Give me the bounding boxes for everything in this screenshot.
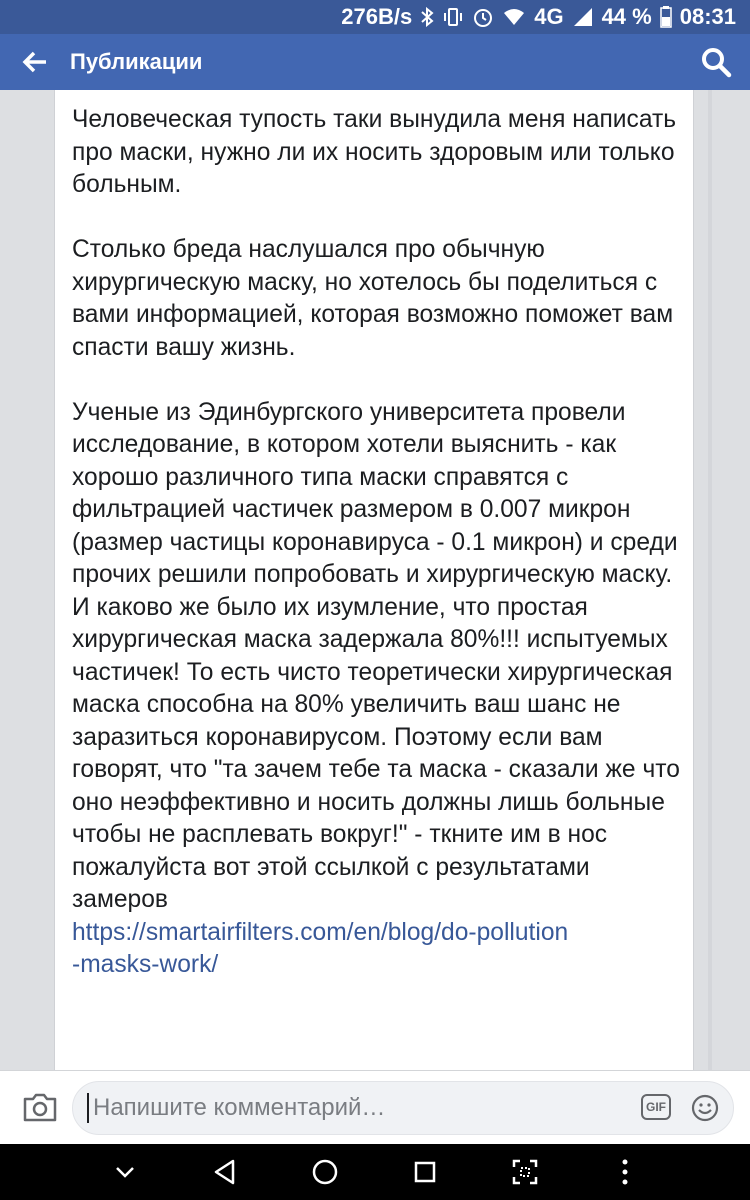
menu-dots-icon	[609, 1156, 641, 1188]
wifi-hotspot-icon	[502, 7, 526, 27]
comment-bar	[0, 1070, 750, 1144]
post-scroll-area[interactable]	[0, 90, 750, 1070]
clock: 08:31	[679, 4, 736, 29]
text-cursor	[87, 1093, 89, 1123]
post-link[interactable]	[72, 917, 692, 982]
screenshot-icon	[509, 1156, 541, 1188]
comment-placeholder: Напишите комментарий…	[93, 1094, 386, 1121]
gif-icon: GIF	[646, 1100, 666, 1114]
post-paragraph: Человеческая тупость таки вынудила меня написать про маски, нужно ли их носить здоровым или только больным.	[72, 106, 677, 198]
emoji-icon	[691, 1094, 719, 1122]
menu-nav-button[interactable]	[609, 1156, 641, 1188]
search-button[interactable]	[700, 46, 732, 78]
back-arrow-icon	[22, 51, 48, 73]
net-speed: 276B/s	[341, 4, 413, 29]
back-nav-button[interactable]	[209, 1156, 241, 1188]
camera-button[interactable]	[22, 1091, 58, 1123]
gif-button[interactable]	[641, 1094, 671, 1120]
post-paragraph: Столько бреда наслушался про обычную хирургическую маску, но хотелось бы поделиться с вами информацией, которая возможно поможет вам спасти вашу жизнь.	[72, 236, 674, 361]
battery-icon	[660, 6, 672, 28]
alarm-icon	[472, 6, 494, 28]
search-icon	[700, 46, 732, 78]
back-button[interactable]	[0, 34, 70, 90]
post-paragraph: Ученые из Эдинбургского университета провели исследование, в котором хотели выяснить - как хорошо различного типа маски справятся с фильтрацией частичек размером в 0.007 микрон (размер частицы коронавируса - 0.1 микрон) и среди прочих решили попробовать и хирургическую маску.	[72, 398, 678, 588]
home-circle-icon	[309, 1156, 341, 1188]
home-nav-button[interactable]	[309, 1156, 341, 1188]
back-triangle-icon	[209, 1156, 241, 1188]
camera-icon	[22, 1091, 58, 1123]
post-body	[72, 104, 692, 982]
signal-icon	[572, 6, 594, 28]
post-paragraph: И каково же было их изумление, что простая хирургическая маска задержала 80%!!! испытуемых частичек! То есть чисто теоретически хирургическая маска способна на 80% увеличить ваш шанс не заразиться коронавирусом. Поэтому если вам говорят, что "та зачем тебе та маска - сказали же что оно неэффективно и носить должны лишь больные чтобы не расплевать вокруг!" - ткните им в нос пожалуйста вот этой ссылкой с результатами замеров	[72, 593, 680, 913]
network-type: 4G	[534, 4, 564, 29]
page-title: Публикации	[70, 49, 203, 74]
post-card	[54, 90, 694, 1070]
post-link-line: https://smartairfilters.com/en/blog/do-pollution	[72, 918, 569, 946]
collapse-chevron-icon	[109, 1156, 141, 1188]
recents-square-icon	[409, 1156, 441, 1188]
scrollbar[interactable]	[708, 90, 712, 1070]
recents-nav-button[interactable]	[409, 1156, 441, 1188]
app-bar	[0, 34, 750, 90]
post-link-line: -masks-work/	[72, 951, 219, 978]
battery-percent: 44 %	[601, 4, 652, 29]
bluetooth-icon	[420, 7, 434, 27]
vibrate-icon	[442, 7, 464, 27]
status-bar	[0, 0, 750, 34]
system-nav-bar	[0, 1144, 750, 1200]
comment-input[interactable]	[72, 1081, 734, 1135]
collapse-nav-button[interactable]	[109, 1156, 141, 1188]
screenshot-nav-button[interactable]	[509, 1156, 541, 1188]
emoji-button[interactable]	[691, 1094, 719, 1122]
